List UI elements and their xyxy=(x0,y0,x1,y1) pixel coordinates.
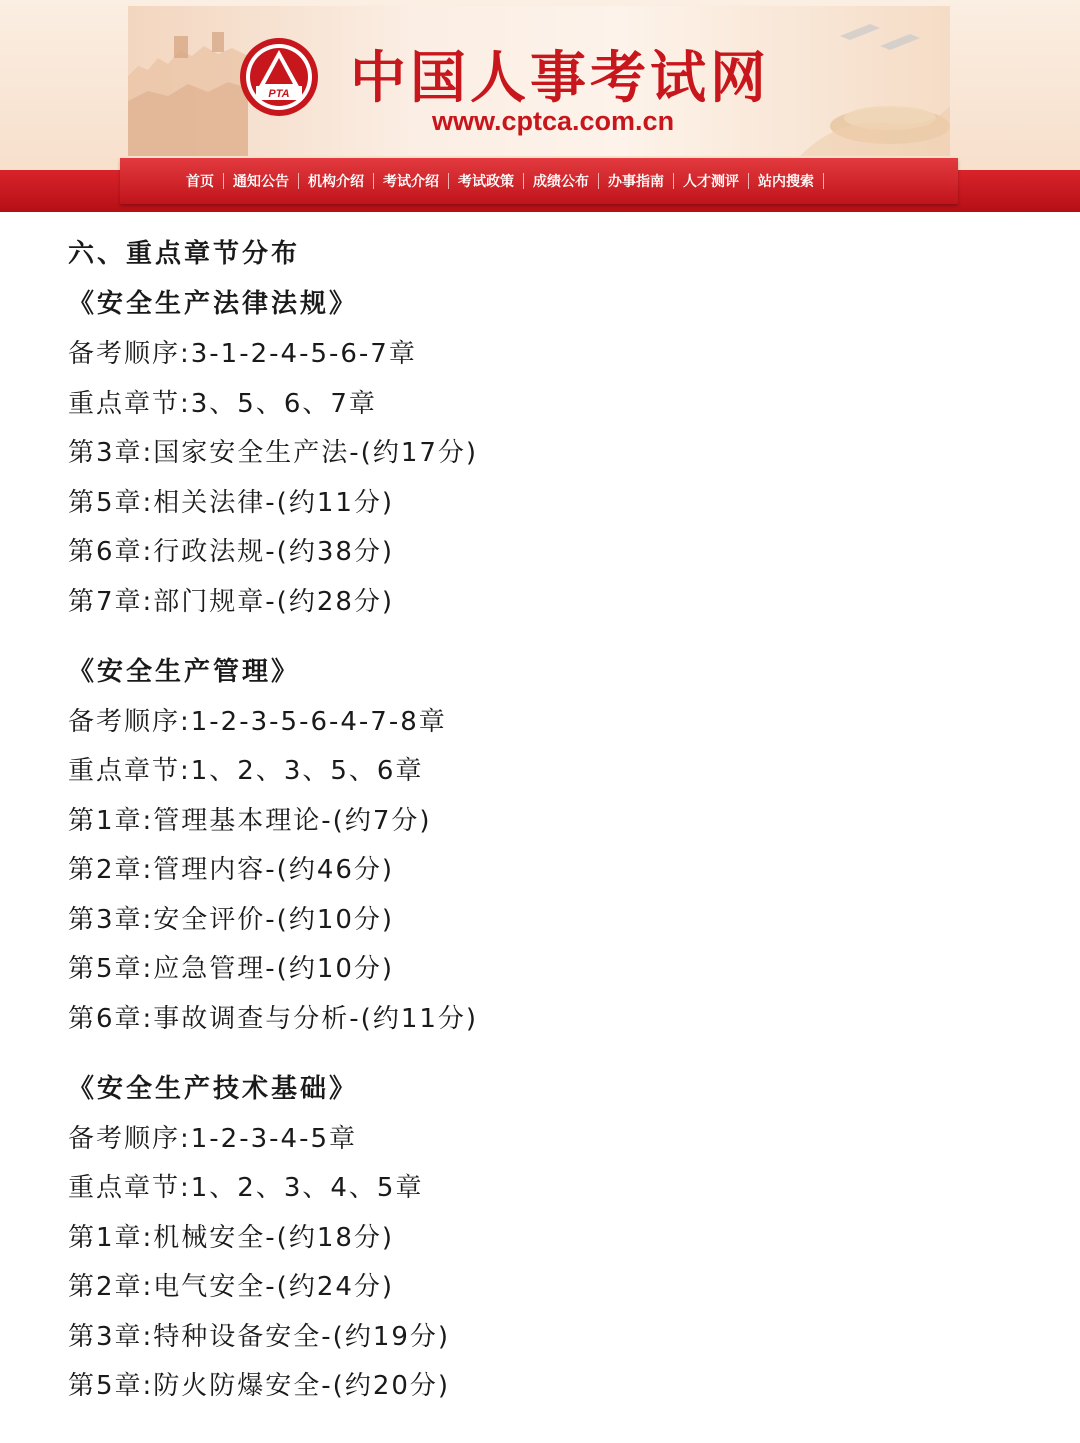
chapter-line: 第3章:特种设备安全-(约19分) xyxy=(68,1322,451,1352)
nav-guide[interactable]: 办事指南 xyxy=(608,171,683,191)
chapter-line: 第1章:机械安全-(约18分) xyxy=(68,1223,395,1253)
site-name: 中国人事考试网 xyxy=(350,46,770,111)
chapter-line: 第5章:防火防爆安全-(约20分) xyxy=(68,1371,451,1401)
chapter-line: 第6章:行政法规-(约38分) xyxy=(68,537,395,567)
key-chapters: 重点章节:1、2、3、5、6章 xyxy=(68,756,424,786)
chapter-line: 第5章:相关法律-(约11分) xyxy=(68,488,395,518)
chapter-line: 第2章:电气安全-(约24分) xyxy=(68,1272,395,1302)
banner-artwork xyxy=(128,6,950,156)
main-nav xyxy=(120,158,958,204)
nav-policy[interactable]: 考试政策 xyxy=(458,171,533,191)
site-url[interactable]: www.cptca.com.cn xyxy=(432,106,675,136)
nav-home[interactable]: 首页 xyxy=(186,171,233,191)
chapter-line: 第2章:管理内容-(约46分) xyxy=(68,855,395,885)
chapter-line: 第6章:事故调查与分析-(约11分) xyxy=(68,1004,479,1034)
nav-assessment[interactable]: 人才测评 xyxy=(683,171,758,191)
nav-search[interactable]: 站内搜索 xyxy=(758,171,833,191)
chapter-line: 第3章:国家安全生产法-(约17分) xyxy=(68,438,479,468)
logo-text: PTA xyxy=(268,88,290,100)
key-chapters: 重点章节:1、2、3、4、5章 xyxy=(68,1173,424,1203)
stadium-illustration xyxy=(780,6,950,156)
study-order: 备考顺序:1-2-3-4-5章 xyxy=(68,1124,357,1154)
nav-scores[interactable]: 成绩公布 xyxy=(533,171,608,191)
nav-exams[interactable]: 考试介绍 xyxy=(383,171,458,191)
book-title: 《安全生产法律法规》 xyxy=(68,289,359,319)
chapter-line: 第5章:应急管理-(约10分) xyxy=(68,954,395,984)
nav-about[interactable]: 机构介绍 xyxy=(308,171,383,191)
great-wall-illustration xyxy=(128,6,248,156)
study-order: 备考顺序:3-1-2-4-5-6-7章 xyxy=(68,339,417,369)
nav-notices[interactable]: 通知公告 xyxy=(233,171,308,191)
book-title: 《安全生产管理》 xyxy=(68,657,301,687)
section-title: 六、重点章节分布 xyxy=(68,239,301,269)
chapter-line: 第7章:部门规章-(约28分) xyxy=(68,587,395,617)
pta-logo-icon xyxy=(238,36,320,118)
book-title: 《安全生产技术基础》 xyxy=(68,1074,359,1104)
key-chapters: 重点章节:3、5、6、7章 xyxy=(68,389,377,419)
study-order: 备考顺序:1-2-3-5-6-4-7-8章 xyxy=(68,707,447,737)
chapter-line: 第1章:管理基本理论-(约7分) xyxy=(68,806,432,836)
chapter-line: 第3章:安全评价-(约10分) xyxy=(68,905,395,935)
